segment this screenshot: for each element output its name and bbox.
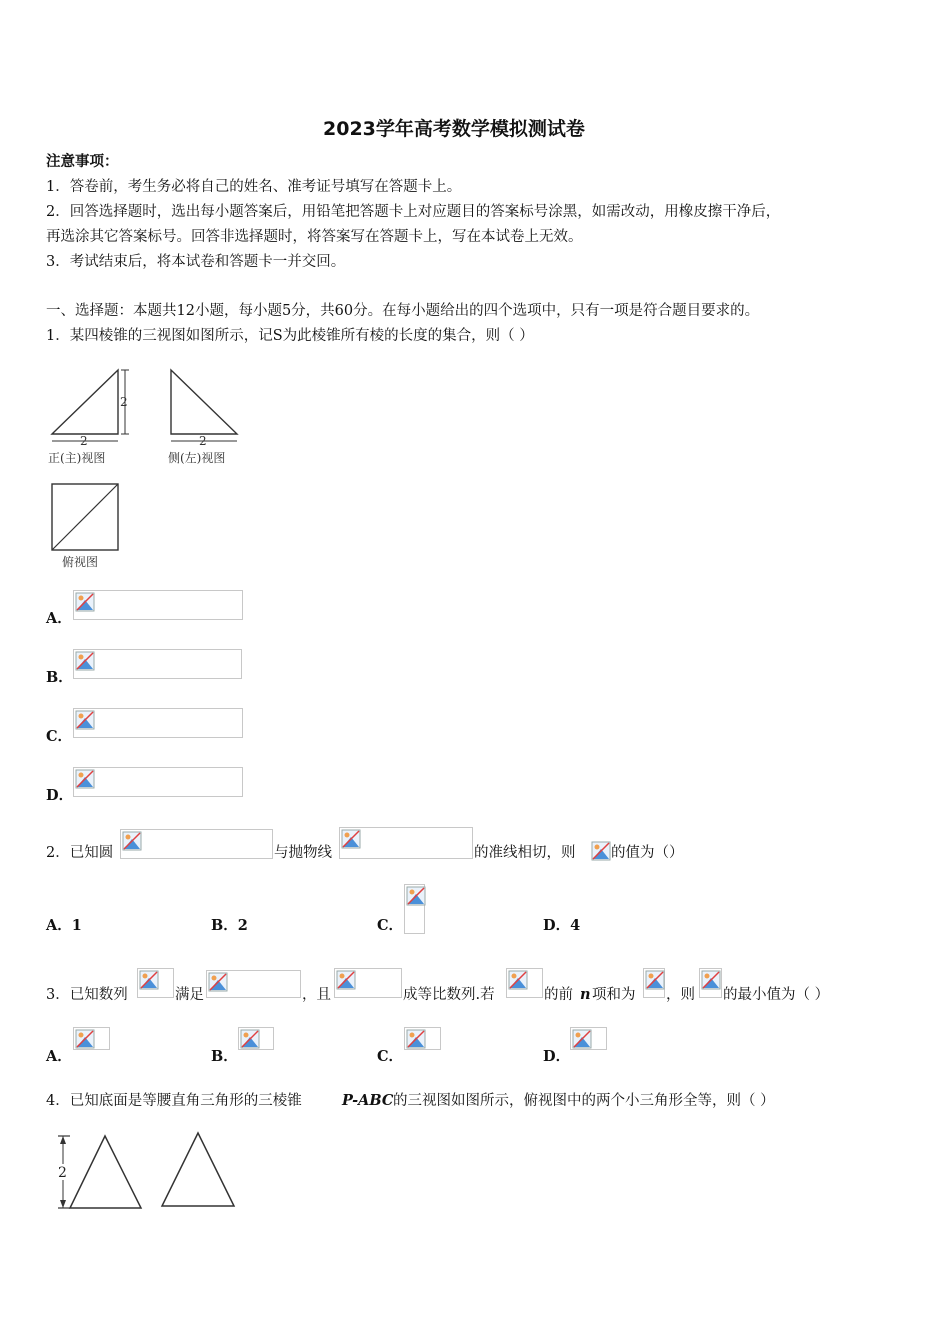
q3-recurrence-image xyxy=(206,970,301,998)
broken-image-icon xyxy=(75,1029,95,1049)
notice-item: 再选涂其它答案标号。回答非选择题时，将答案写在答题卡上，写在本试卷上无效。 xyxy=(46,229,583,245)
q4-pyramid-name: P-ABC xyxy=(342,1092,394,1109)
side-horizontal-dim: 2 xyxy=(199,434,207,448)
front-vertical-dim: 2 xyxy=(120,395,128,409)
q1-top-view-figure xyxy=(44,480,134,575)
notice-heading: 注意事项： xyxy=(46,153,119,170)
q1-three-view-figure xyxy=(44,362,254,472)
q1-option-b-image xyxy=(73,649,242,679)
q3-terms-image xyxy=(334,968,402,998)
notice-item: 1．答卷前，考生务必将自己的姓名、准考证号填写在答题卡上。 xyxy=(46,179,462,195)
broken-image-icon xyxy=(240,1029,260,1049)
broken-image-icon xyxy=(406,1029,426,1049)
broken-image-icon xyxy=(75,592,95,612)
broken-image-icon xyxy=(701,970,721,990)
q2-option-c: C． xyxy=(377,917,404,934)
q3-option-c: C． xyxy=(377,1048,404,1065)
q3-variable-n: n xyxy=(580,986,591,1003)
q1-option-d-image xyxy=(73,767,243,797)
q1-option-c-image xyxy=(73,708,243,738)
broken-image-icon xyxy=(75,710,95,730)
section-heading: 一、选择题：本题共12小题，每小题5分，共60分。在每小题给出的四个选项中，只有一项是符合题目要求的。 xyxy=(46,303,760,319)
q3-text-6: 项和为 xyxy=(592,987,636,1003)
q3-text-2: 满足 xyxy=(175,987,204,1003)
broken-image-icon xyxy=(341,829,361,849)
q3-option-b-image xyxy=(238,1027,274,1050)
q2-text-4: 的值为（） xyxy=(611,845,684,861)
broken-image-icon xyxy=(591,841,611,861)
notice-item: 2．回答选择题时，选出每小题答案后，用铅笔把答题卡上对应题目的答案标号涂黑，如需改动，用橡皮擦干净后， xyxy=(46,204,781,220)
q2-option-c-image xyxy=(404,884,425,934)
q3-option-b: B． xyxy=(211,1048,238,1065)
q3-expression-image xyxy=(699,968,722,998)
broken-image-icon xyxy=(122,831,142,851)
notice-item: 3．考试结束后，将本试卷和答题卡一并交回。 xyxy=(46,254,346,270)
q1-option-a: A． xyxy=(46,610,72,627)
q4-height-dim: 2 xyxy=(58,1165,67,1181)
q2-text-3: 的准线相切，则 xyxy=(474,845,576,861)
side-view-label: 侧(左)视图 xyxy=(168,451,226,465)
q2-option-d: D．4 xyxy=(543,917,581,934)
top-view-label: 俯视图 xyxy=(62,555,99,569)
q2-text-1: 2．已知圆 xyxy=(46,845,114,861)
q3-sum-image xyxy=(643,968,665,998)
q3-text-3: ，且 xyxy=(302,987,331,1003)
q1-option-b: B． xyxy=(46,669,73,686)
broken-image-icon xyxy=(645,970,665,990)
q1-option-c: C． xyxy=(46,728,73,745)
q4-three-view-figure xyxy=(50,1128,250,1218)
q3-option-c-image xyxy=(404,1027,441,1050)
q3-text-5: 的前 xyxy=(544,987,573,1003)
broken-image-icon xyxy=(75,769,95,789)
q3-option-d: D． xyxy=(543,1048,571,1065)
q2-option-a: A．1 xyxy=(46,917,82,934)
q3-sequence-image-2 xyxy=(506,968,543,998)
broken-image-icon xyxy=(208,972,228,992)
broken-image-icon xyxy=(406,886,426,906)
q3-option-a: A． xyxy=(46,1048,72,1065)
q2-parabola-equation-image xyxy=(339,827,473,859)
q3-text-4: 成等比数列.若 xyxy=(403,987,495,1003)
broken-image-icon xyxy=(336,970,356,990)
q2-text-2: 与抛物线 xyxy=(274,845,332,861)
q3-text-1: 3．已知数列 xyxy=(46,987,128,1003)
page-title: 2023学年高考数学模拟测试卷 xyxy=(323,118,585,140)
q3-text-8: 的最小值为（ ） xyxy=(723,987,830,1003)
q4-text-1: 4．已知底面是等腰直角三角形的三棱锥 xyxy=(46,1093,302,1109)
broken-image-icon xyxy=(508,970,528,990)
q3-option-d-image xyxy=(570,1027,607,1050)
q1-option-d: D． xyxy=(46,787,74,804)
broken-image-icon xyxy=(75,651,95,671)
q1-stem: 1．某四棱锥的三视图如图所示，记S为此棱锥所有棱的长度的集合，则（ ） xyxy=(46,328,534,344)
q4-text-2: 的三视图如图所示，俯视图中的两个小三角形全等，则（ ） xyxy=(393,1093,775,1109)
q2-option-b: B．2 xyxy=(211,917,248,934)
q2-variable-image xyxy=(590,840,610,861)
q3-sequence-image xyxy=(137,968,174,998)
front-horizontal-dim: 2 xyxy=(80,434,88,448)
q3-text-7: ，则 xyxy=(666,987,695,1003)
q3-option-a-image xyxy=(73,1027,110,1050)
broken-image-icon xyxy=(572,1029,592,1049)
q1-option-a-image xyxy=(73,590,243,620)
broken-image-icon xyxy=(139,970,159,990)
q2-circle-equation-image xyxy=(120,829,273,859)
front-view-label: 正(主)视图 xyxy=(48,451,106,465)
